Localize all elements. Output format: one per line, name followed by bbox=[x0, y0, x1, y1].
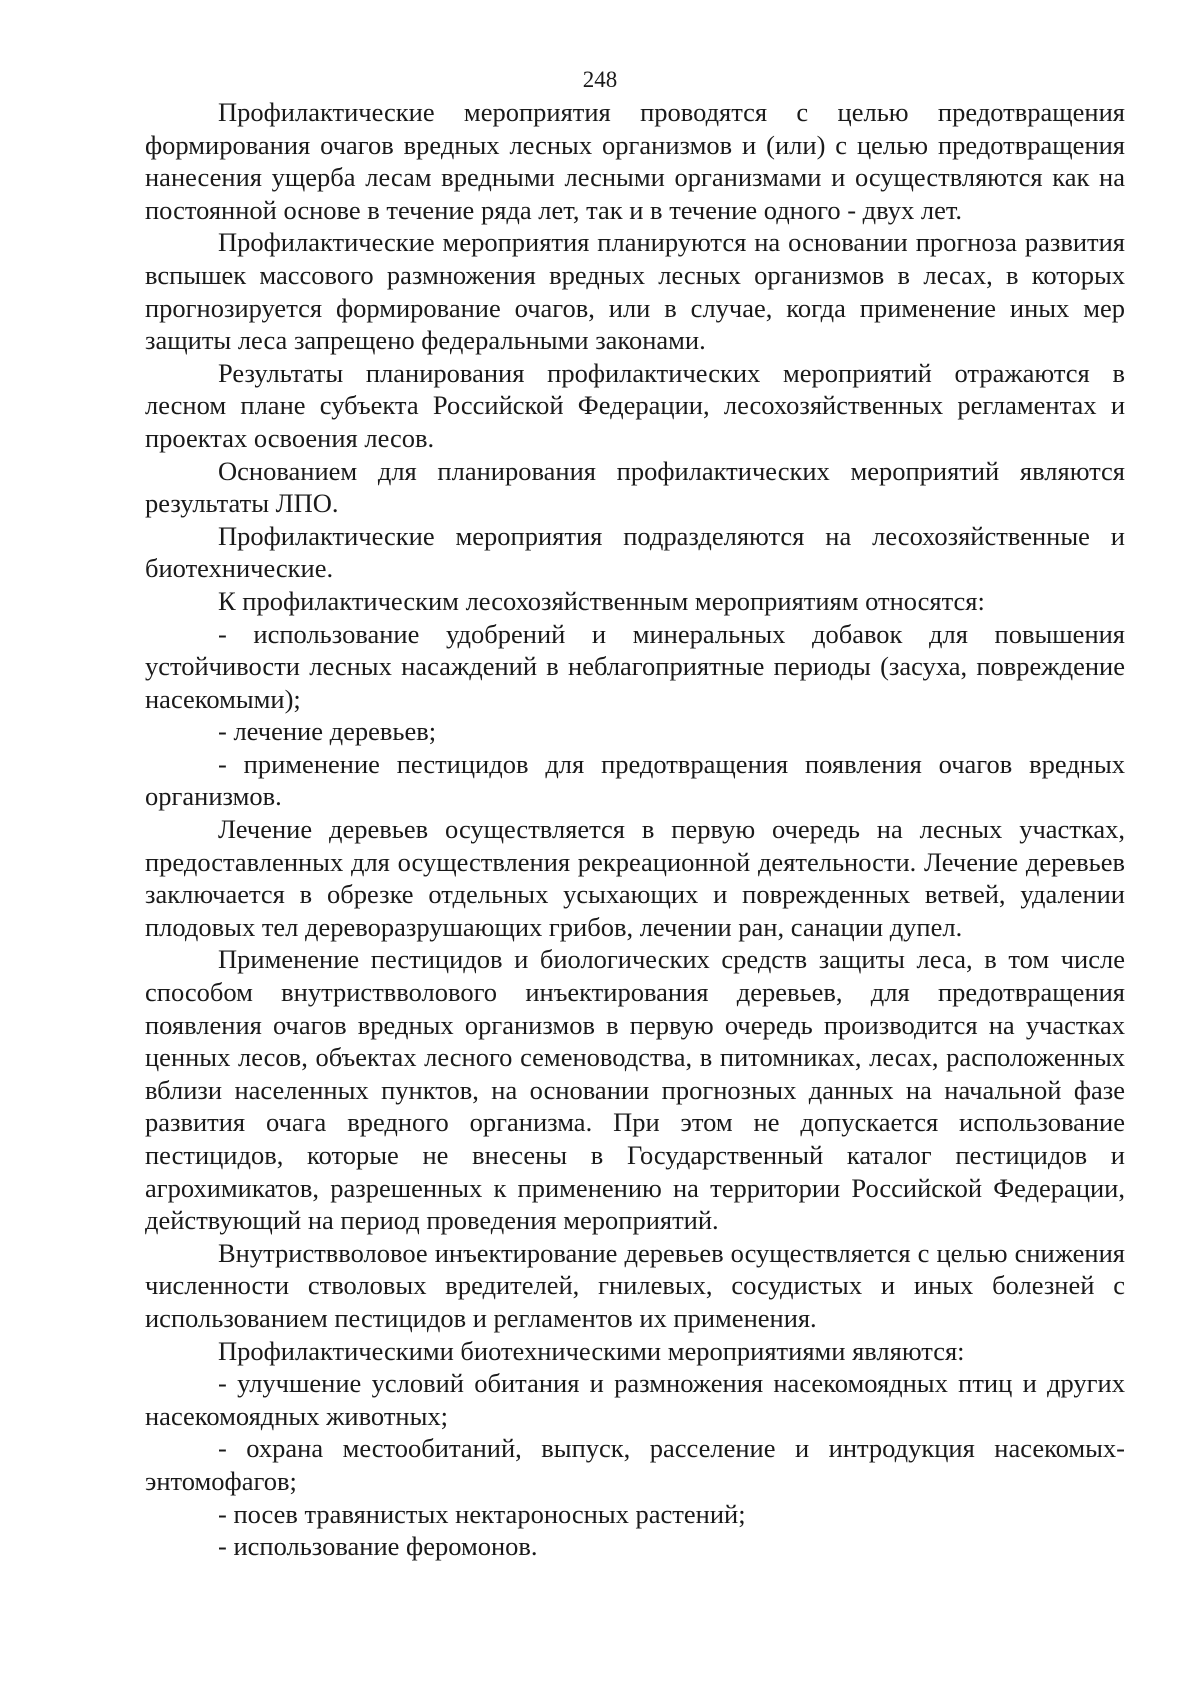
list-item: - лечение деревьев; bbox=[218, 716, 437, 747]
list-item: - охрана местообитаний, выпуск, расселение и интродукция насекомых-энтомофагов; bbox=[145, 1433, 1125, 1496]
paragraph: К профилактическим лесохозяйственным мероприятиям относятся: bbox=[218, 585, 985, 616]
paragraph: Профилактические мероприятия проводятся с целью предотвращения формирования очагов вредных лесных организмов и (или) с целью предотвращения нанесения ущерба лесам вредными лесными организмами и осуществляются как на постоянной основе в течение ряда лет, так и в течение одного - двух лет. bbox=[145, 97, 1125, 225]
paragraph: Применение пестицидов и биологических средств защиты леса, в том числе способом внутриствволового инъектирования деревьев, для предотвращения появления очагов вредных организмов в первую очередь производится на участках ценных лесов, объектах лесного семеноводства, в питомниках, лесах, расположенных вблизи населенных пунктов, на основании прогнозных данных на начальной фазе развития очага вредного организма. При этом не допускается использование пестицидов, которые не внесены в Государственный каталог пестицидов и агрохимикатов, разрешенных к применению на территории Российской Федерации, действующий на период проведения мероприятий. bbox=[145, 944, 1125, 1236]
paragraph: Результаты планирования профилактических мероприятий отражаются в лесном плане субъекта Российской Федерации, лесохозяйственных регламентах и проектах освоения лесов. bbox=[145, 357, 1125, 453]
list-item: - улучшение условий обитания и размножения насекомоядных птиц и других насекомоядных животных; bbox=[145, 1368, 1125, 1431]
paragraph: Профилактическими биотехническими мероприятиями являются: bbox=[218, 1335, 965, 1366]
paragraph: Лечение деревьев осуществляется в первую очередь на лесных участках, предоставленных для осуществления рекреационной деятельности. Лечение деревьев заключается в обрезке отдельных усыхающих и поврежденных ветвей, удалении плодовых тел дереворазрушающих грибов, лечении ран, санации дупел. bbox=[145, 814, 1125, 942]
page-number: 248 bbox=[582, 67, 618, 92]
list-item: - посев травянистых нектароносных растений; bbox=[218, 1498, 746, 1529]
list-item: - применение пестицидов для предотвращения появления очагов вредных организмов. bbox=[145, 748, 1125, 812]
document-body bbox=[145, 96, 1125, 1563]
list-item: - использование феромонов. bbox=[218, 1531, 538, 1562]
paragraph: Профилактические мероприятия планируются на основании прогноза развития вспышек массового размножения вредных лесных организмов в лесах, в которых прогнозируется формирование очагов, или в случае, когда применение иных мер защиты леса запрещено федеральными законами. bbox=[145, 227, 1125, 356]
paragraph: Основанием для планирования профилактических мероприятий являются результаты ЛПО. bbox=[145, 455, 1125, 519]
list-item: - использование удобрений и минеральных добавок для повышения устойчивости лесных насаждений в неблагоприятные периоды (засуха, повреждение насекомыми); bbox=[145, 618, 1125, 714]
paragraph: Профилактические мероприятия подразделяются на лесохозяйственные и биотехнические. bbox=[145, 520, 1125, 584]
paragraph: Внутриствволовое инъектирование деревьев осуществляется с целью снижения численности стволовых вредителей, гнилевых, сосудистых и иных болезней с использованием пестицидов и регламентов их применения. bbox=[145, 1237, 1125, 1333]
